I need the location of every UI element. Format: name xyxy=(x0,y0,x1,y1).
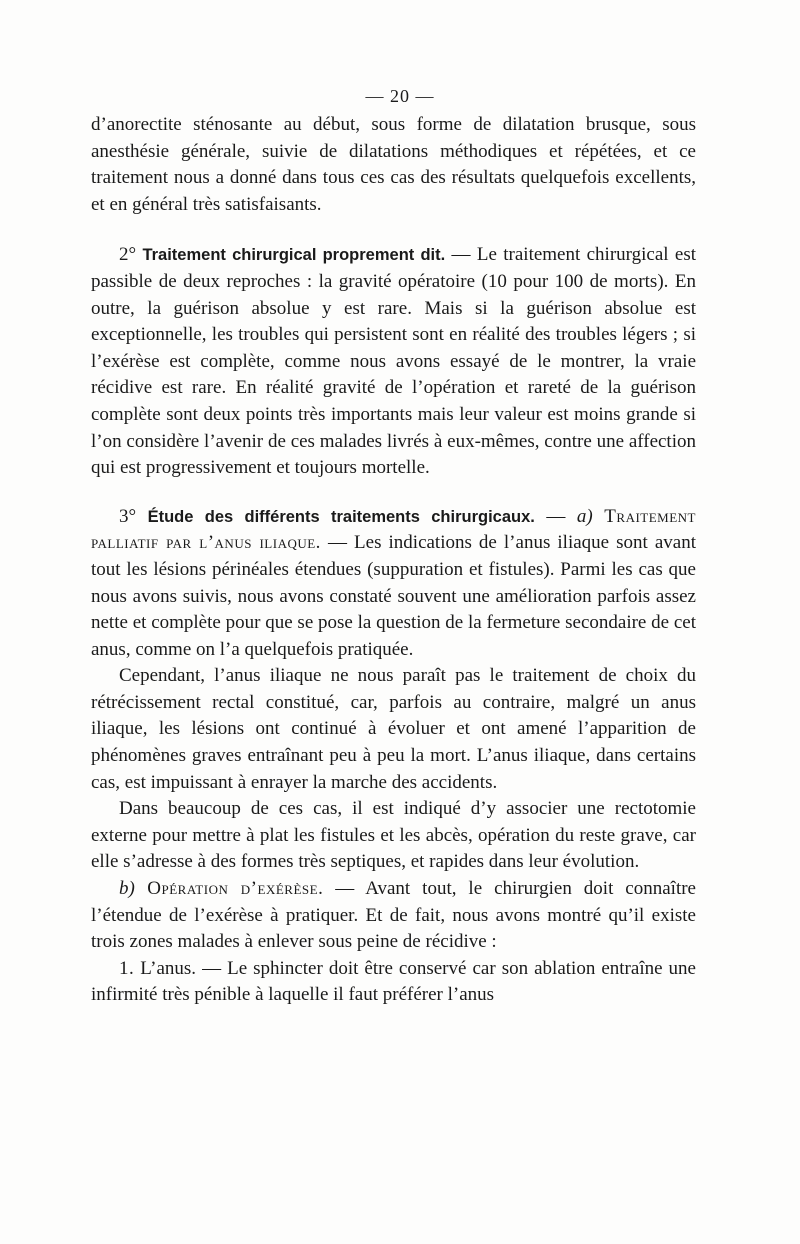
subsection-letter: b) xyxy=(119,878,135,900)
paragraph-body: — Avant tout, le chirurgien doit connaître l’étendue de l’exérèse à pratiquer. Et de fait, nous avons montré qu’il existe trois zones malades à enlever sous peine de récidive : xyxy=(91,878,696,953)
section-heading: Traitement chirurgical proprement dit. xyxy=(142,246,446,265)
paragraph-surgical-treatment xyxy=(91,242,696,481)
paragraph-body: L’anus. — Le sphincter doit être conservé car son ablation entraîne une infirmité très pénible à laquelle il faut préférer l’anus xyxy=(91,957,696,1006)
subsection-heading: Opération d’exérèse. xyxy=(134,878,324,900)
section-number: 3° xyxy=(119,505,137,527)
paragraph-rectotomy: Dans beaucoup de ces cas, il est indiqué d’y associer une rectotomie externe pour mettre à plat les fistules et les abcès, opération du reste grave, car elle s’adresse à des formes très septiques, et rapides dans leur évolution. xyxy=(91,798,696,873)
paragraph-body: — Les indications de l’anus iliaque sont avant tout les lésions périnéales étendues (suppuration et fistules). Parmi les cas que nous avons suivis, nous avons constaté souvent une amélioration parfois assez nette et complète pour que se pose la question de la fermeture secondaire de cet anus, comme on l’a quelquefois pratiquée. xyxy=(91,532,696,660)
paragraph-iliac-anus: Cependant, l’anus iliaque ne nous paraît pas le traitement de choix du rétrécissement rectal constitué, car, parfois au contraire, malgré un anus iliaque, les lésions ont continué à évoluer et ont amené l’apparition de phénomènes graves entraînant peu à peu la mort. L’anus iliaque, dans certains cas, est impuissant à enrayer la marche des accidents. xyxy=(91,665,696,793)
section-number: 2° xyxy=(119,244,137,266)
dash: — xyxy=(534,505,577,527)
body-text xyxy=(91,112,696,1009)
subsection-letter: a) xyxy=(576,505,593,527)
paragraph-anus-item xyxy=(91,956,696,1009)
list-number: 1. xyxy=(119,957,135,979)
paragraph-continuation: d’anorectite sténosante au début, sous forme de dilatation brusque, sous anesthésie générale, suivie de dilatations méthodiques et répétées, et ce traitement nous a donné dans tous ces cas des résultats quelquefois excellents, et en général très satisfaisants. xyxy=(91,114,696,215)
paragraph-surgical-study xyxy=(91,504,696,664)
section-heading: Étude des différents traitements chirurgicaux. xyxy=(147,507,535,526)
subsection-heading: Traitement palliatif par l’anus iliaque. xyxy=(91,505,696,554)
page-number: — 20 — xyxy=(365,86,435,106)
paragraph-body: — Le traitement chirurgical est passible de deux reproches : la gravité opératoire (10 pour 100 de morts). En outre, la guérison absolue y est rare. Mais si la guérison absolue est exceptionnelle, les troubles qui persistent sont en réalité des troubles légers ; si l’exérèse est complète, comme nous avons essayé de le montrer, la vraie récidive est rare. En réalité gravité de l’opération et rareté de la guérison complète sont deux points très importants mais leur valeur est moins grande si l’on considère l’avenir de ces malades livrés à eux-mêmes, contre une affection qui est progressivement et toujours mortelle. xyxy=(91,244,696,479)
paragraph-excision xyxy=(91,876,696,956)
